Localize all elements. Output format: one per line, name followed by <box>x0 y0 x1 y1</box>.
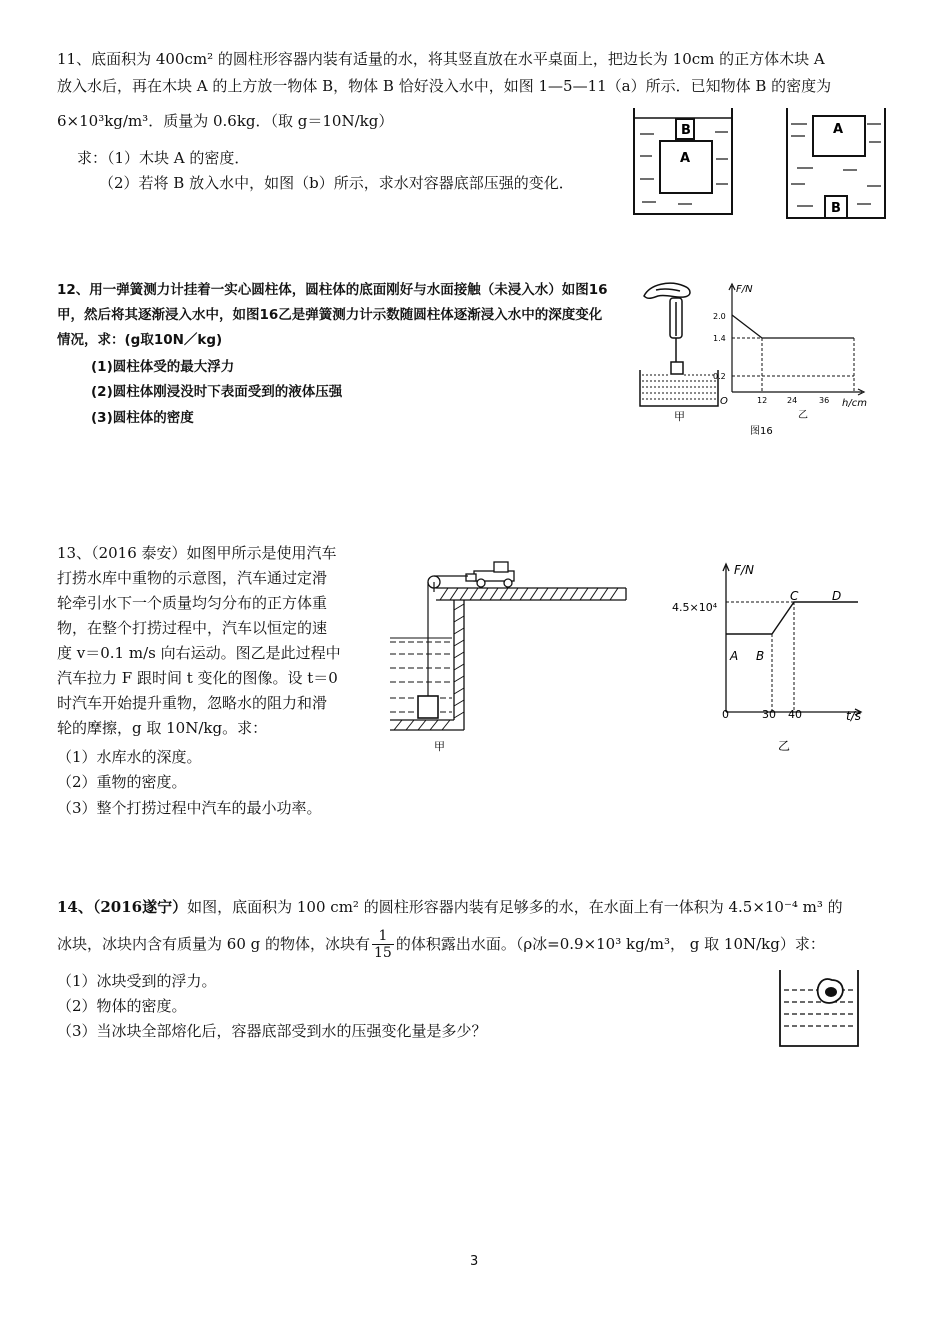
q13-line-4: 度 v＝0.1 m/s 向右运动。图乙是此过程中 <box>57 644 341 662</box>
q13-line-0: 13、（2016 泰安）如图甲所示是使用汽车 <box>57 544 337 562</box>
q13-force-line <box>726 602 858 634</box>
q14-line1-wrap <box>57 897 843 917</box>
q11-fig-b-label-b: B <box>831 201 841 216</box>
q13-line-2: 轮牵引水下一个质量均匀分布的正方体重 <box>57 594 328 612</box>
q13-line-7: 轮的摩擦，g 取 10N/kg。求： <box>57 719 268 737</box>
q12-ask1: (1)圆柱体受的最大浮力 <box>91 359 235 375</box>
q13-label-yi: 乙 <box>778 739 791 753</box>
q13-line-6: 时汽车开始提升重物，忽略水的阻力和滑 <box>57 694 328 712</box>
q13-point-b: B <box>756 649 765 663</box>
q13-point-c: C <box>790 589 799 603</box>
q12-xtick-2: 36 <box>819 396 830 405</box>
q12-line2: 甲，然后将其逐渐浸入水中，如图16乙是弹簧测力计示数随圆柱体逐渐浸入水中的深度变化 <box>57 307 603 323</box>
q13-point-d: D <box>832 589 842 603</box>
q11-line3: 6×10³kg/m³．质量为 0.6kg．（取 g＝10N/kg） <box>57 112 394 130</box>
q13-figure-jia <box>386 558 631 758</box>
q13-ask1: （1）水库水的深度。 <box>57 748 202 766</box>
q12-y-label: F/N <box>736 284 753 295</box>
q12-force-line <box>732 315 854 338</box>
q14-fraction <box>372 928 394 961</box>
q13-ask3: （3）整个打捞过程中汽车的最小功率。 <box>57 799 322 817</box>
q12-ask2: (2)圆柱体刚浸没时下表面受到的液体压强 <box>91 384 343 400</box>
q13-line-5: 汽车拉力 F 跟时间 t 变化的图像。设 t＝0 <box>57 669 338 687</box>
q13-text-block <box>57 541 341 741</box>
q14-figure <box>776 968 862 1050</box>
q12-line1: 12、用一弹簧测力计挂着一实心圆柱体，圆柱体的底面刚好与水面接触（未浸入水）如图16 <box>57 282 608 298</box>
q14-ask2: （2）物体的密度。 <box>57 997 187 1015</box>
q12-x-label: h/cm <box>842 398 867 409</box>
q13-label-jia: 甲 <box>434 740 445 753</box>
q14-ask3: （3）当冰块全部熔化后，容器底部受到水的压强变化量是多少？ <box>57 1022 487 1040</box>
q12-chart <box>712 280 880 440</box>
q11-line1: 11、底面积为 400cm² 的圆柱形容器内装有适量的水，将其竖直放在水平桌面上，把边长为 10cm 的正方体木块 A <box>57 50 825 68</box>
q14-frac-den: 15 <box>374 944 392 961</box>
q12-ytick-1: 1.4 <box>713 334 726 343</box>
page-number: 3 <box>470 1254 479 1269</box>
q13-point-a: A <box>730 649 739 663</box>
q12-figure-jia <box>636 278 722 424</box>
q14-ask1: （1）冰块受到的浮力。 <box>57 972 217 990</box>
q13-xtick-0: 0 <box>722 708 729 721</box>
q14-frac-num: 1 <box>372 928 394 945</box>
q14-line2a: 冰块，冰块内含有质量为 60 g 的物体，冰块有 <box>57 935 370 953</box>
q11-fig-a-label-b: B <box>681 123 691 138</box>
q13-x-label: t/s <box>846 709 861 723</box>
q12-ytick-2: 0.2 <box>713 372 726 381</box>
q13-xtick-1: 30 <box>762 708 776 721</box>
q13-y-label: F/N <box>734 563 754 577</box>
q14-line2b: 的体积露出水面。（ρ冰=0.9×10³ kg/m³， g 取 10N/kg）求： <box>395 935 825 953</box>
q12-xtick-1: 24 <box>787 396 798 405</box>
q12-ask3: (3)圆柱体的密度 <box>91 410 194 426</box>
q14-object <box>825 987 837 997</box>
q11-figure-a <box>630 104 735 216</box>
q13-ask2: （2）重物的密度。 <box>57 773 187 791</box>
q11-ask2: （2）若将 B 放入水中，如图（b）所示，求水对容器底部压强的变化． <box>99 174 574 192</box>
q12-label-yi: 乙 <box>798 410 808 421</box>
q14-head: 14、（2016遂宁） <box>57 898 188 916</box>
q12-origin: O <box>720 396 728 407</box>
q14-line2-wrap <box>57 926 825 962</box>
q13-chart <box>668 556 868 756</box>
q13-xtick-2: 40 <box>788 708 802 721</box>
q12-ytick-0: 2.0 <box>713 312 726 321</box>
q12-xtick-0: 12 <box>757 396 768 405</box>
q11-line2: 放入水后，再在木块 A 的上方放一物体 B，物体 B 恰好没入水中，如图 1—5—11（a）所示．已知物体 B 的密度为 <box>57 77 832 95</box>
q13-line-1: 打捞水库中重物的示意图，汽车通过定滑 <box>57 569 328 587</box>
q11-ask1: 求：（1）木块 A 的密度． <box>77 149 250 167</box>
q11-fig-b-label-a: A <box>833 122 844 137</box>
q11-figure-b <box>783 104 888 222</box>
q13-line-3: 物，在整个打捞过程中，汽车以恒定的速 <box>57 619 328 637</box>
q12-fig-caption: 图16 <box>750 426 773 437</box>
q11-fig-a-label-a: A <box>680 151 691 166</box>
q14-line1: 如图，底面积为 100 cm² 的圆柱形容器内装有足够多的水，在水面上有一体积为 4.5×10⁻⁴ m³ 的 <box>187 898 843 916</box>
q12-label-jia: 甲 <box>674 410 685 423</box>
q13-ytick: 4.5×10⁴ <box>672 601 718 614</box>
q12-line3: 情况，求：(g取10N／kg) <box>57 332 223 348</box>
